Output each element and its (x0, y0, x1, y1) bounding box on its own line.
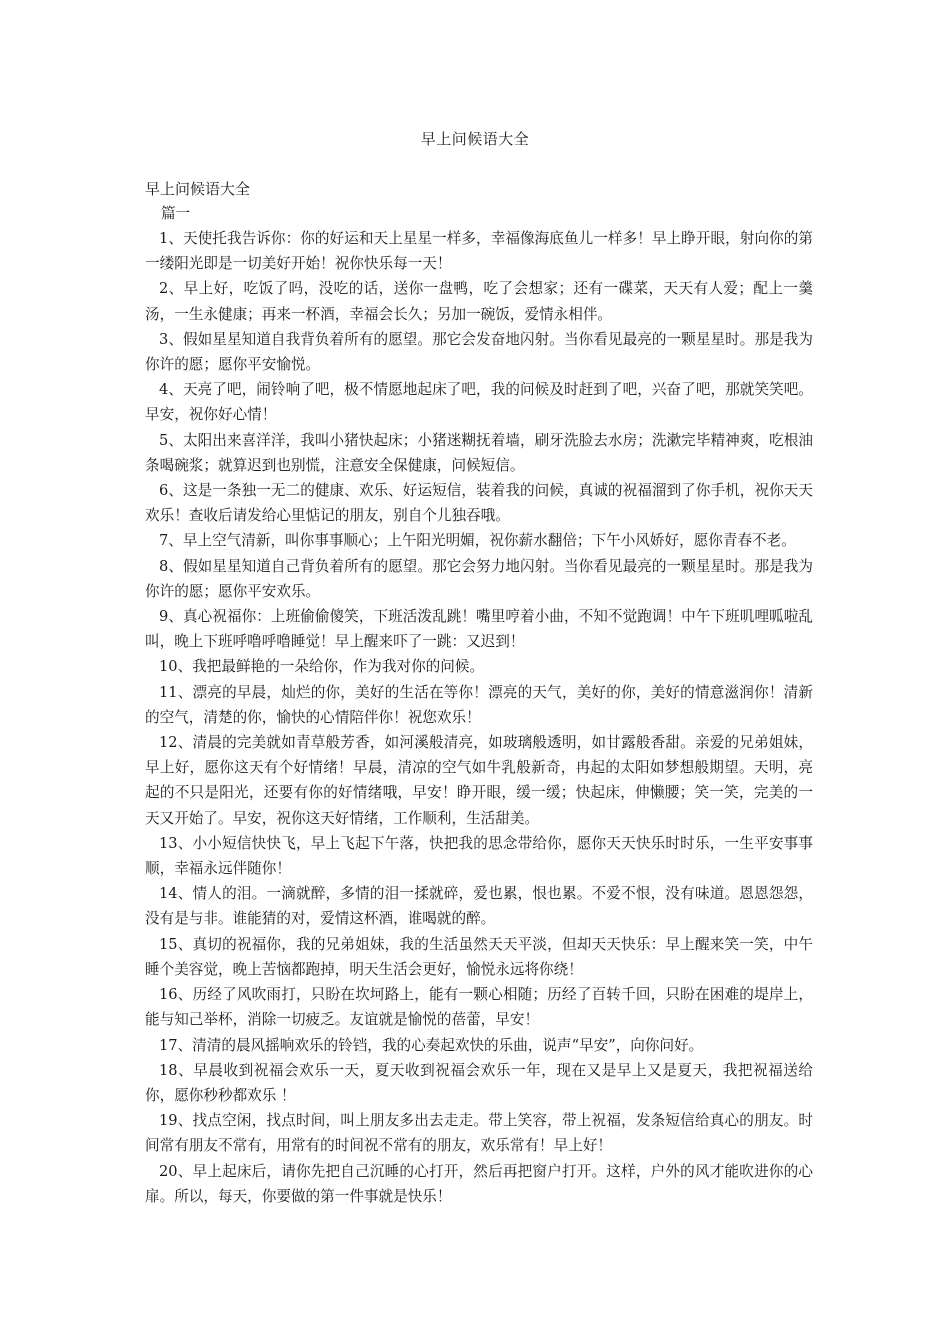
greeting-item-19: 19、找点空闲，找点时间，叫上朋友多出去走走。带上笑容，带上祝福，发条短信给真心的朋友。时间常有朋友不常有，用常有的时间祝不常有的朋友，欢乐常有！早上好！ (145, 1112, 813, 1155)
greeting-item-2: 2、早上好，吃饭了吗，没吃的话，送你一盘鸭，吃了会想家；还有一碟菜，天天有人爱；配上一羹汤，一生永健康；再来一杯酒，幸福会长久；另加一碗饭，爱情永相伴。 (145, 280, 813, 323)
greeting-item-8: 8、假如星星知道自己背负着所有的愿望。那它会努力地闪射。当你看见最亮的一颗星星时。那是我为你许的愿；愿你平安欢乐。 (145, 557, 813, 600)
section-heading: 篇一 (161, 205, 191, 222)
greeting-item-6: 6、这是一条独一无二的健康、欢乐、好运短信，装着我的问候，真诚的祝福溜到了你手机，祝你天天欢乐！查收后请发给心里惦记的朋友，别自个儿独吞哦。 (145, 482, 813, 525)
document-body (145, 176, 813, 1209)
greeting-item-11: 11、漂亮的早晨，灿烂的你，美好的生活在等你！漂亮的天气，美好的你，美好的情意滋润你！清新的空气，清楚的你，愉快的心情陪伴你！祝您欢乐！ (145, 683, 813, 726)
greeting-item-5: 5、太阳出来喜洋洋，我叫小猪快起床；小猪迷糊抚着墙，刷牙洗脸去水房；洗漱完毕精神爽，吃根油条喝碗浆；就算迟到也别慌，注意安全保健康，问候短信。 (145, 431, 813, 474)
document-subtitle: 早上问候语大全 (145, 180, 251, 198)
greeting-item-18: 18、早晨收到祝福会欢乐一天，夏天收到祝福会欢乐一年，现在又是早上又是夏天，我把祝福送给你，愿你秒秒都欢乐 ！ (145, 1061, 813, 1104)
greeting-item-12: 12、清晨的完美就如青草般芳香，如河溪般清亮，如玻璃般透明，如甘露般香甜。亲爱的兄弟姐妹，早上好，愿你这天有个好情绪！早晨，清凉的空气如牛乳般新奇，冉起的太阳如梦想般期望。天明，亮起的不只是阳光，还要有你的好情绪哦，早安！睁开眼，缓一缓；快起床，伸懒腰；笑一笑，完美的一天又开始了。早安，祝你这天好情绪，工作顺利，生活甜美。 (145, 734, 813, 827)
greeting-item-14: 14、情人的泪。一滴就醉，多情的泪一揉就碎，爱也累，恨也累。不爱不恨，没有味道。恩恩怨怨，没有是与非。谁能猜的对，爱情这杯酒，谁喝就的醉。 (145, 885, 813, 928)
greeting-item-20: 20、早上起床后，请你先把自己沉睡的心打开，然后再把窗户打开。这样，户外的风才能吹进你的心扉。所以，每天，你要做的第一件事就是快乐！ (145, 1162, 813, 1205)
greeting-item-10: 10、我把最鲜艳的一朵给你，作为我对你的问候。 (159, 658, 485, 676)
greeting-item-3: 3、假如星星知道自我背负着所有的愿望。那它会发奋地闪射。当你看见最亮的一颗星星时。那是我为你许的愿；愿你平安愉悦。 (145, 330, 813, 374)
greeting-item-16: 16、历经了风吹雨打，只盼在坎坷路上，能有一颗心相随；历经了百转千回，只盼在困难的堤岸上，能与知己举杯，消除一切疲乏。友谊就是愉悦的蓓蕾，早安！ (145, 986, 813, 1029)
greeting-item-13: 13、小小短信快快飞，早上飞起下午落，快把我的思念带给你，愿你天天快乐时时乐，一生平安事事顺，幸福永远伴随你！ (145, 834, 813, 878)
document-title: 早上问候语大全 (420, 130, 530, 148)
greeting-item-4: 4、天亮了吧，闹铃响了吧，极不情愿地起床了吧，我的问候及时赶到了吧，兴奋了吧，那就笑笑吧。早安，祝你好心情！ (145, 381, 813, 424)
greeting-item-1: 1、天使托我告诉你：你的好运和天上星星一样多，幸福像海底鱼儿一样多！早上睁开眼，射向你的第一缕阳光即是一切美好开始！祝你快乐每一天！ (145, 230, 813, 273)
greeting-item-17: 17、清清的晨风摇响欢乐的铃铛，我的心奏起欢快的乐曲，说声“早安”，向你问好。 (159, 1036, 704, 1054)
greeting-item-15: 15、真切的祝福你，我的兄弟姐妹，我的生活虽然天天平淡，但却天天快乐：早上醒来笑一笑，中午睡个美容觉，晚上苦恼都跑掉，明天生活会更好，愉悦永远将你绕！ (145, 935, 813, 978)
greeting-item-7: 7、早上空气清新，叫你事事顺心；上午阳光明媚，祝你薪水翻倍；下午小风娇好，愿你青春不老。 (159, 532, 796, 550)
greeting-item-9: 9、真心祝福你：上班偷偷傻笑，下班活泼乱跳！嘴里哼着小曲，不知不觉跑调！中午下班叽哩呱啦乱叫，晚上下班呼噜呼噜睡觉！早上醒来吓了一跳：又迟到！ (145, 608, 813, 651)
